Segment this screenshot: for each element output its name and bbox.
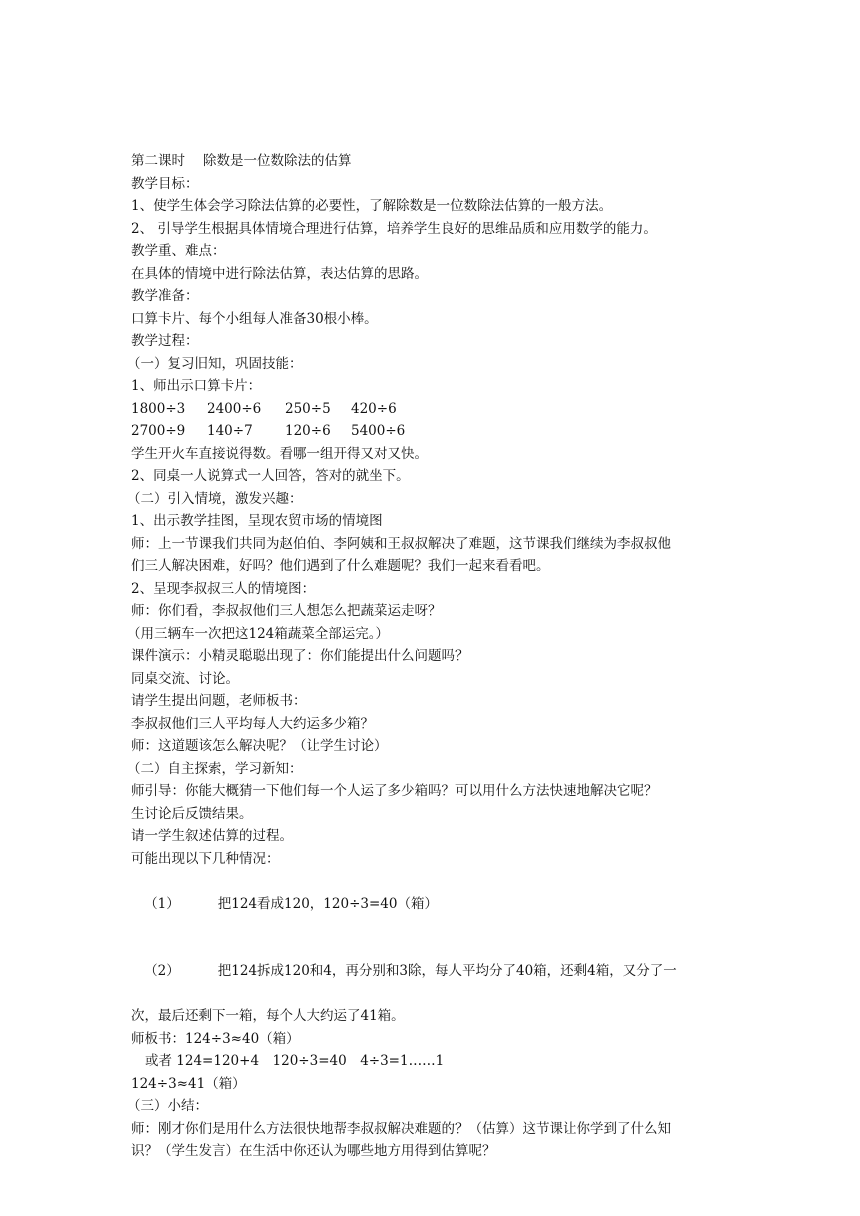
lesson-title — [131, 150, 743, 173]
case-1 — [127, 870, 743, 938]
part1-step2: 2、同桌一人说算式一人回答，答对的就坐下。 — [131, 468, 410, 484]
part2-note: （用三辆车一次把这124箱蔬菜全部运完。） — [127, 625, 390, 642]
part2-step1: 1、出示教学挂图，呈现农贸市场的情境图 — [131, 513, 383, 529]
oral-cards-row-2 — [131, 420, 743, 443]
formula: 1800÷3 — [131, 400, 186, 417]
lesson-topic: 除数是一位数除法的估算 — [203, 153, 352, 169]
formula: 2700÷9 — [131, 423, 186, 439]
part3-narrate: 请一学生叙述估算的过程。 — [131, 828, 293, 844]
part2-teacher3: 师：这道题该怎么解决呢？（让学生讨论） — [131, 738, 388, 754]
part2-ask: 请学生提出问题，老师板书： — [131, 693, 307, 709]
part2-demo: 课件演示：小精灵聪聪出现了：你们能提出什么问题吗？ — [131, 648, 469, 664]
goal-1: 1、使学生体会学习除法估算的必要性，了解除数是一位数除法估算的一般方法。 — [131, 198, 613, 214]
process-heading: 教学过程： — [131, 333, 199, 349]
prep-heading: 教学准备： — [131, 288, 199, 304]
case-2-text-line2: 次，最后还剩下一箱，每个人大约运了41箱。 — [131, 1008, 405, 1024]
part2-step2: 2、呈现李叔叔三人的情境图： — [131, 580, 316, 597]
case-2-text-line1: 把124拆成120和4，再分别和3除，每人平均分了40箱，还剩4箱，又分了一 — [217, 963, 677, 979]
part3-teacher1: 师引导：你能大概猜一下他们每一个人运了多少箱吗？可以用什么方法快速地解决它呢？ — [131, 783, 658, 799]
case-1-label: （1） — [144, 895, 180, 912]
part3-cases: 可能出现以下几种情况： — [131, 850, 280, 867]
part2-teacher1-line2: 们三人解决困难，好吗？他们遇到了什么难题呢？我们一起来看看吧。 — [131, 558, 550, 574]
part3-heading: （二）自主探索，学习新知： — [127, 760, 303, 777]
formula: 140÷7 — [207, 423, 253, 439]
keypoints-text: 在具体的情境中进行除法估算，表达估算的思路。 — [131, 265, 428, 282]
case-1-text: 把124看成120，120÷3=40（箱） — [217, 895, 438, 912]
goal-2: 2、 引导学生根据具体情境合理进行估算，培养学生良好的思维品质和应用数学的能力。 — [131, 220, 657, 237]
case-2-label: （2） — [144, 963, 180, 979]
formula: 5400÷6 — [351, 423, 406, 439]
part2-teacher2: 师：你们看，李叔叔他们三人想怎么把蔬菜运走呀？ — [131, 603, 442, 619]
part1-heading: （一）复习旧知，巩固技能： — [127, 355, 303, 372]
case-2 — [127, 938, 743, 1006]
part2-teacher1-line1: 师：上一节课我们共同为赵伯伯、李阿姨和王叔叔解决了难题，这节课我们继续为李叔叔他 — [131, 535, 671, 552]
part2-question: 李叔叔他们三人平均每人大约运多少箱？ — [131, 715, 374, 732]
prep-text: 口算卡片、每个小组每人准备30根小棒。 — [131, 310, 378, 327]
part3-feedback: 生讨论后反馈结果。 — [131, 805, 253, 822]
goals-heading: 教学目标： — [131, 175, 199, 192]
keypoints-heading: 教学重、难点： — [131, 243, 226, 259]
formula: 2400÷6 — [207, 400, 262, 417]
summary-line-2: 识？（学生发言）在生活中你还认为哪些地方用得到估算呢？ — [131, 1143, 496, 1159]
part1-step1: 1、师出示口算卡片： — [131, 378, 262, 394]
board-line-3: 124÷3≈41（箱） — [131, 1075, 246, 1092]
lesson-document — [127, 150, 743, 1163]
part1-game: 学生开火车直接说得数。看哪一组开得又对又快。 — [131, 445, 428, 462]
formula: 250÷5 — [285, 400, 331, 417]
part2-discuss: 同桌交流、讨论。 — [131, 670, 239, 687]
lesson-period: 第二课时 — [131, 153, 185, 169]
formula: 420÷6 — [351, 400, 397, 417]
board-line-2: 或者 124=120+4 120÷3=40 4÷3=1……1 — [145, 1053, 445, 1069]
part4-heading: （三）小结： — [127, 1098, 208, 1114]
formula: 120÷6 — [285, 423, 331, 439]
part2-heading: （二）引入情境，激发兴趣： — [127, 490, 303, 507]
oral-cards-row-1 — [131, 398, 743, 421]
board-line-1: 师板书：124÷3≈40（箱） — [131, 1030, 300, 1047]
summary-line-1: 师：刚才你们是用什么方法很快地帮李叔叔解决难题的？（估算）这节课让你学到了什么知 — [131, 1120, 671, 1137]
